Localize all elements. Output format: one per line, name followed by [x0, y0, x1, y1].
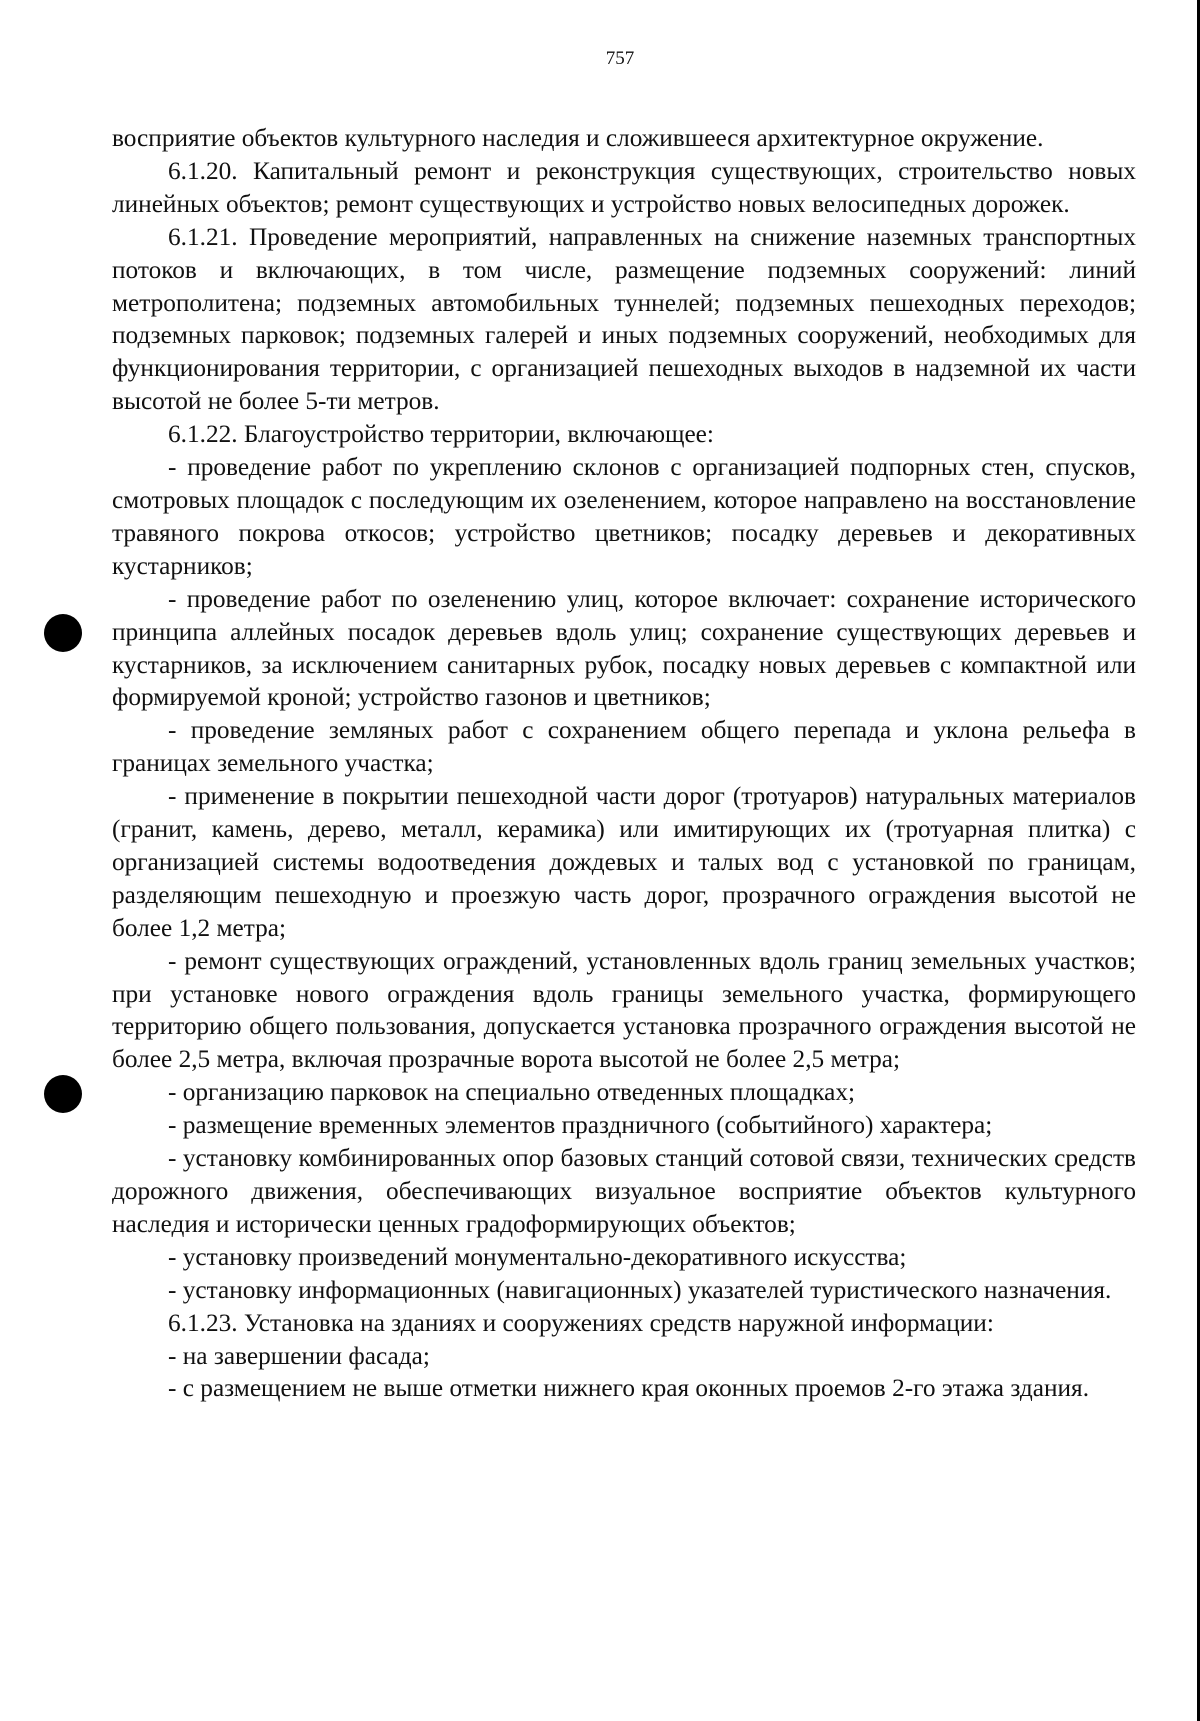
list-item: - установку комбинированных опор базовых станций сотовой связи, технических средств дорожного движения, обеспечивающих визуальное восприятие объектов культурного наследия и исторически ценных градоформирующих объектов; — [112, 1144, 1136, 1238]
page-number: 757 — [605, 48, 635, 69]
document-body — [112, 122, 1136, 1405]
list-item: - проведение работ по озеленению улиц, которое включает: сохранение исторического принципа аллейных посадок деревьев вдоль улиц; сохранение существующих деревьев и кустарников, за исключением санитарных рубок, посадку новых деревьев с компактной или формируемой кроной; устройство газонов и цветников; — [112, 584, 1136, 712]
list-item: - с размещением не выше отметки нижнего края оконных проемов 2-го этажа здания. — [168, 1374, 1090, 1403]
paragraph: 6.1.20. Капитальный ремонт и реконструкция существующих, строительство новых линейных объектов; ремонт существующих и устройство новых велосипедных дорожек. — [112, 156, 1136, 218]
paragraph: 6.1.22. Благоустройство территории, включающее: — [168, 420, 714, 449]
paragraph: 6.1.23. Установка на зданиях и сооружениях средств наружной информации: — [168, 1308, 994, 1337]
list-item: - проведение работ по укреплению склонов с организацией подпорных стен, спусков, смотровых площадок с последующим их озеленением, которое направлено на восстановление травяного покрова откосов; устройство цветников; посадку деревьев и декоративных кустарников; — [112, 453, 1136, 580]
punch-hole — [44, 614, 82, 652]
paragraph: 6.1.21. Проведение мероприятий, направленных на снижение наземных транспортных потоков и включающих, в том числе, размещение подземных сооружений: линий метрополитена; подземных автомобильных туннелей; подземных пешеходных переходов; подземных парковок; подземных галерей и иных подземных сооружений, необходимых для функционирования территории, с организацией пешеходных выходов в надземной их части высотой не более 5-ти метров. — [112, 222, 1136, 416]
list-item: - установку информационных (навигационных) указателей туристического назначения. — [168, 1275, 1112, 1304]
paragraph: восприятие объектов культурного наследия и сложившееся архитектурное окружение. — [112, 124, 1044, 152]
list-item: - установку произведений монументально-декоративного искусства; — [168, 1242, 907, 1271]
list-item: - ремонт существующих ограждений, установленных вдоль границ земельных участков; при установке нового ограждения вдоль границы земельного участка, формирующего территорию общего пользования, допускается установка прозрачного ограждения высотой не более 2,5 метра, включая прозрачные ворота высотой не более 2,5 метра; — [112, 946, 1136, 1074]
list-item: - на завершении фасада; — [168, 1341, 430, 1370]
punch-hole — [44, 1075, 82, 1113]
list-item: - организацию парковок на специально отведенных площадках; — [168, 1078, 856, 1107]
list-item: - размещение временных элементов праздничного (событийного) характера; — [168, 1111, 993, 1140]
list-item: - проведение земляных работ с сохранением общего перепада и уклона рельефа в границах земельного участка; — [112, 716, 1136, 778]
list-item: - применение в покрытии пешеходной части дорог (тротуаров) натуральных материалов (гранит, камень, дерево, металл, керамика) или имитирующих их (тротуарная плитка) с организацией системы водоотведения дождевых и талых вод с установкой по границам, разделяющим пешеходную и проезжую часть дорог, прозрачного ограждения высотой не более 1,2 метра; — [112, 782, 1136, 942]
